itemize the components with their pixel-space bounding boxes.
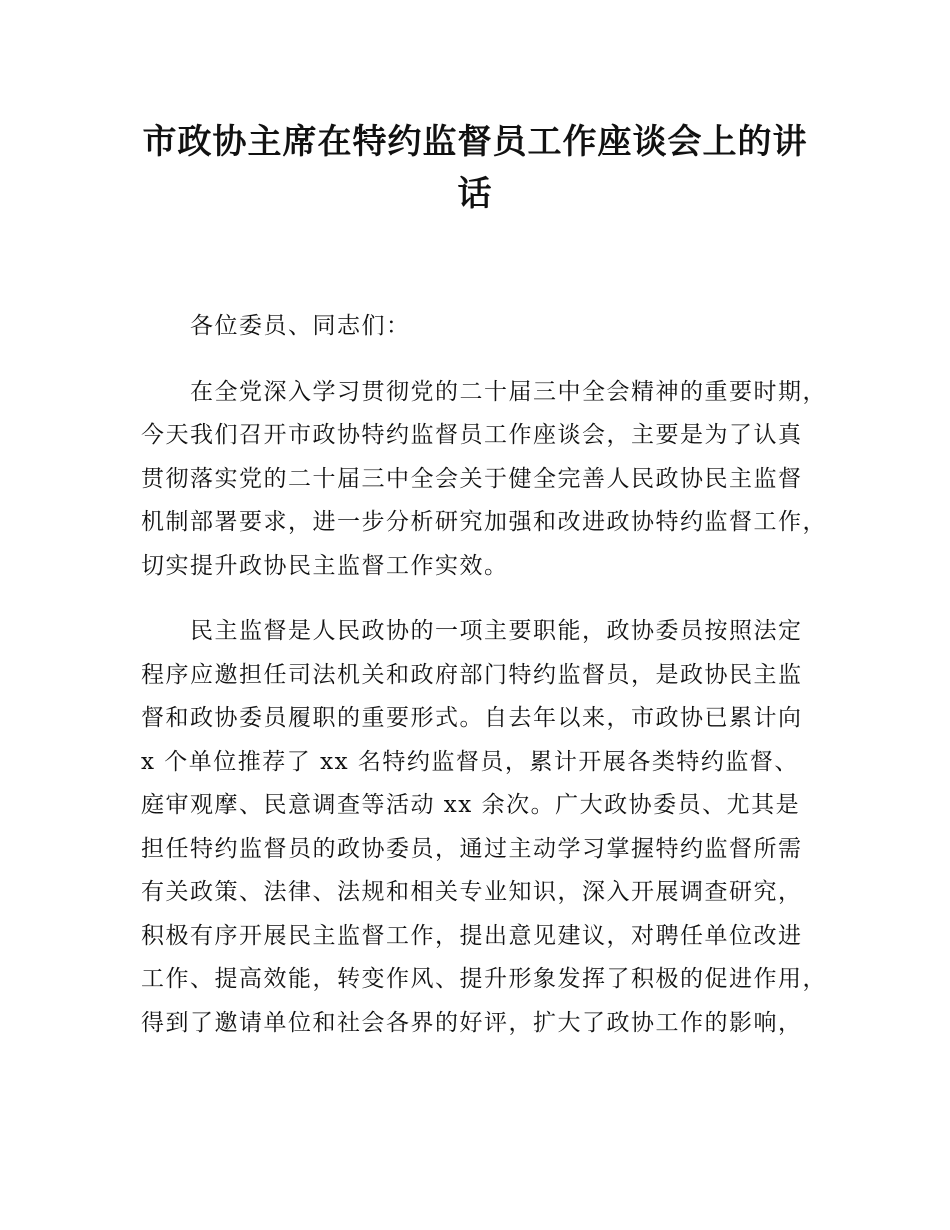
paragraph-line: 在全党深入学习贯彻党的二十届三中全会精神的重要时期， <box>190 378 827 405</box>
paragraph-line: 贯彻落实党的二十届三中全会关于健全完善人民政协民主监督 <box>141 465 803 492</box>
document-title <box>120 116 830 220</box>
title-line-2: 话 <box>457 174 493 214</box>
paragraph-1 <box>141 371 831 589</box>
paragraph-line: 积极有序开展民主监督工作，提出意见建议，对聘任单位改进 <box>141 922 803 949</box>
paragraph-line: 工作、提高效能，转变作风、提升形象发挥了积极的促进作用， <box>141 966 827 992</box>
paragraph-2 <box>141 610 831 1045</box>
paragraph-line: 庭审观摩、民意调查等活动 xx 余次。广大政协委员、尤其是 <box>141 792 801 818</box>
document-body <box>141 305 831 1045</box>
paragraph-line: 得到了邀请单位和社会各界的好评，扩大了政协工作的影响， <box>141 1009 803 1036</box>
paragraph-line: 督和政协委员履职的重要形式。自去年以来，市政协已累计向 <box>141 705 803 731</box>
paragraph-line: 有关政策、法律、法规和相关专业知识，深入开展调查研究， <box>141 879 803 905</box>
paragraph-line: 民主监督是人民政协的一项主要职能，政协委员按照法定 <box>190 618 803 644</box>
paragraph-line: 程序应邀担任司法机关和政府部门特约监督员，是政协民主监 <box>141 661 803 688</box>
paragraph-line: 担任特约监督员的政协委员，通过主动学习掌握特约监督所需 <box>141 835 803 862</box>
paragraph-line: 切实提升政协民主监督工作实效。 <box>141 552 509 579</box>
salutation: 各位委员、同志们： <box>190 313 411 339</box>
paragraph-line: 今天我们召开市政协特约监督员工作座谈会，主要是为了认真 <box>141 422 803 448</box>
paragraph-line: 机制部署要求，进一步分析研究加强和改进政协特约监督工作， <box>141 509 827 535</box>
title-line-1: 市政协主席在特约监督员工作座谈会上的讲 <box>142 122 808 162</box>
paragraph-line: x 个单位推荐了 xx 名特约监督员，累计开展各类特约监督、 <box>141 748 799 775</box>
